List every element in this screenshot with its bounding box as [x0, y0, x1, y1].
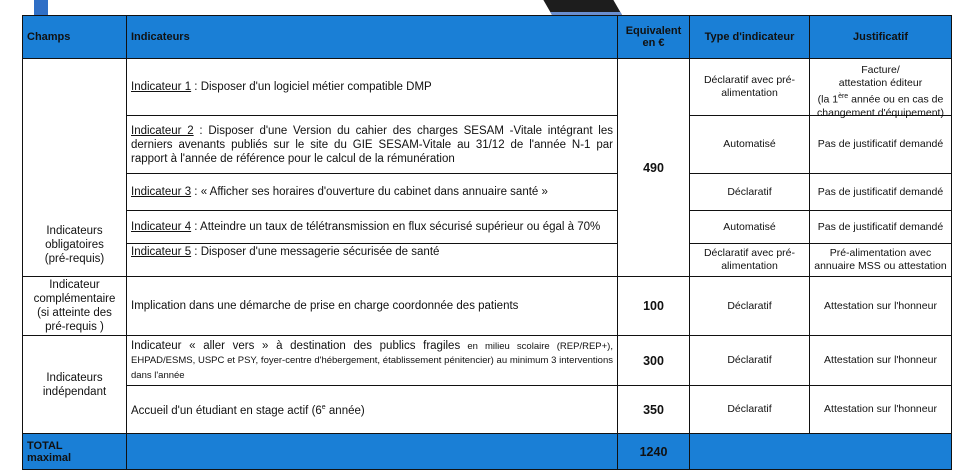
- value-aller-vers: 300: [618, 336, 690, 386]
- table-row: [23, 174, 952, 211]
- header-champs: Champs: [23, 16, 127, 59]
- table-row: [23, 59, 952, 116]
- indicator-2: Indicateur 2 : Disposer d'une Version du cahier des charges SESAM -Vitale intégrant les derniers avenants publiés sur le site du GIE SESAM-Vitale au 31/12 de l'année N-1 par rapport à l'année de référence pour le calcul de la rémunération: [127, 116, 618, 174]
- type-stage: Déclaratif: [690, 386, 810, 434]
- table-row: [23, 336, 952, 386]
- indicator-stage: Accueil d'un étudiant en stage actif (6e année): [127, 386, 618, 434]
- justificatif-indicator-5: Pré-alimentation avec annuaire MSS ou attestation: [810, 244, 952, 277]
- header-indicateurs: Indicateurs: [127, 16, 618, 59]
- header-justificatif: Justificatif: [810, 16, 952, 59]
- value-stage: 350: [618, 386, 690, 434]
- type-indicator-5: Déclaratif avec pré- alimentation: [690, 244, 810, 277]
- type-indicator-2: Automatisé: [690, 116, 810, 174]
- justificatif-complementaire: Attestation sur l'honneur: [810, 277, 952, 336]
- table-row: [23, 277, 952, 336]
- type-indicator-3: Déclaratif: [690, 174, 810, 211]
- category-obligatoires: Indicateurs obligatoires (pré-requis): [23, 59, 127, 277]
- type-indicator-1: Déclaratif avec pré- alimentation: [690, 59, 810, 116]
- total-label: TOTAL maximal: [23, 434, 127, 470]
- category-independant: Indicateurs indépendant: [23, 336, 127, 434]
- value-obligatoires: 490: [618, 59, 690, 277]
- category-complementaire: Indicateur complémentaire (si atteinte des pré-requis ): [23, 277, 127, 336]
- justificatif-indicator-1: Facture/ attestation éditeur (la 1ère année ou en cas de changement d'équipement): [810, 59, 952, 116]
- indicator-5: Indicateur 5 : Disposer d'une messagerie sécurisée de santé: [127, 244, 618, 277]
- table-row: [23, 211, 952, 244]
- total-value: 1240: [618, 434, 690, 470]
- type-indicator-4: Automatisé: [690, 211, 810, 244]
- table-row: [23, 116, 952, 174]
- header-row: [23, 16, 952, 59]
- type-aller-vers: Déclaratif: [690, 336, 810, 386]
- table-row: [23, 244, 952, 277]
- indicator-aller-vers: Indicateur « aller vers » à destination des publics fragiles en milieu scolaire (REP/REP+), EHPAD/ESMS, USPC et PSY, foyer-centre d'hébergement, établissement pénitencier) au minimum 3 interventions dans l'année: [127, 336, 618, 386]
- value-complementaire: 100: [618, 277, 690, 336]
- justificatif-indicator-4: Pas de justificatif demandé: [810, 211, 952, 244]
- decorative-shape: [543, 0, 622, 16]
- header-equivalent: Equivalent en €: [618, 16, 690, 59]
- table-row: [23, 386, 952, 434]
- justificatif-stage: Attestation sur l'honneur: [810, 386, 952, 434]
- total-empty-cell: [127, 434, 618, 470]
- total-row: [23, 434, 952, 470]
- justificatif-indicator-3: Pas de justificatif demandé: [810, 174, 952, 211]
- justificatif-indicator-2: Pas de justificatif demandé: [810, 116, 952, 174]
- indicator-1: Indicateur 1 : Disposer d'un logiciel métier compatible DMP: [127, 59, 618, 116]
- total-empty-cell: [690, 434, 952, 470]
- indicators-table: [22, 15, 952, 470]
- justificatif-aller-vers: Attestation sur l'honneur: [810, 336, 952, 386]
- indicator-4: Indicateur 4 : Atteindre un taux de télétransmission en flux sécurisé supérieur ou égal à 70%: [127, 211, 618, 244]
- header-type: Type d'indicateur: [690, 16, 810, 59]
- indicator-3: Indicateur 3 : « Afficher ses horaires d'ouverture du cabinet dans annuaire santé »: [127, 174, 618, 211]
- type-complementaire: Déclaratif: [690, 277, 810, 336]
- indicator-complementaire: Implication dans une démarche de prise en charge coordonnée des patients: [127, 277, 618, 336]
